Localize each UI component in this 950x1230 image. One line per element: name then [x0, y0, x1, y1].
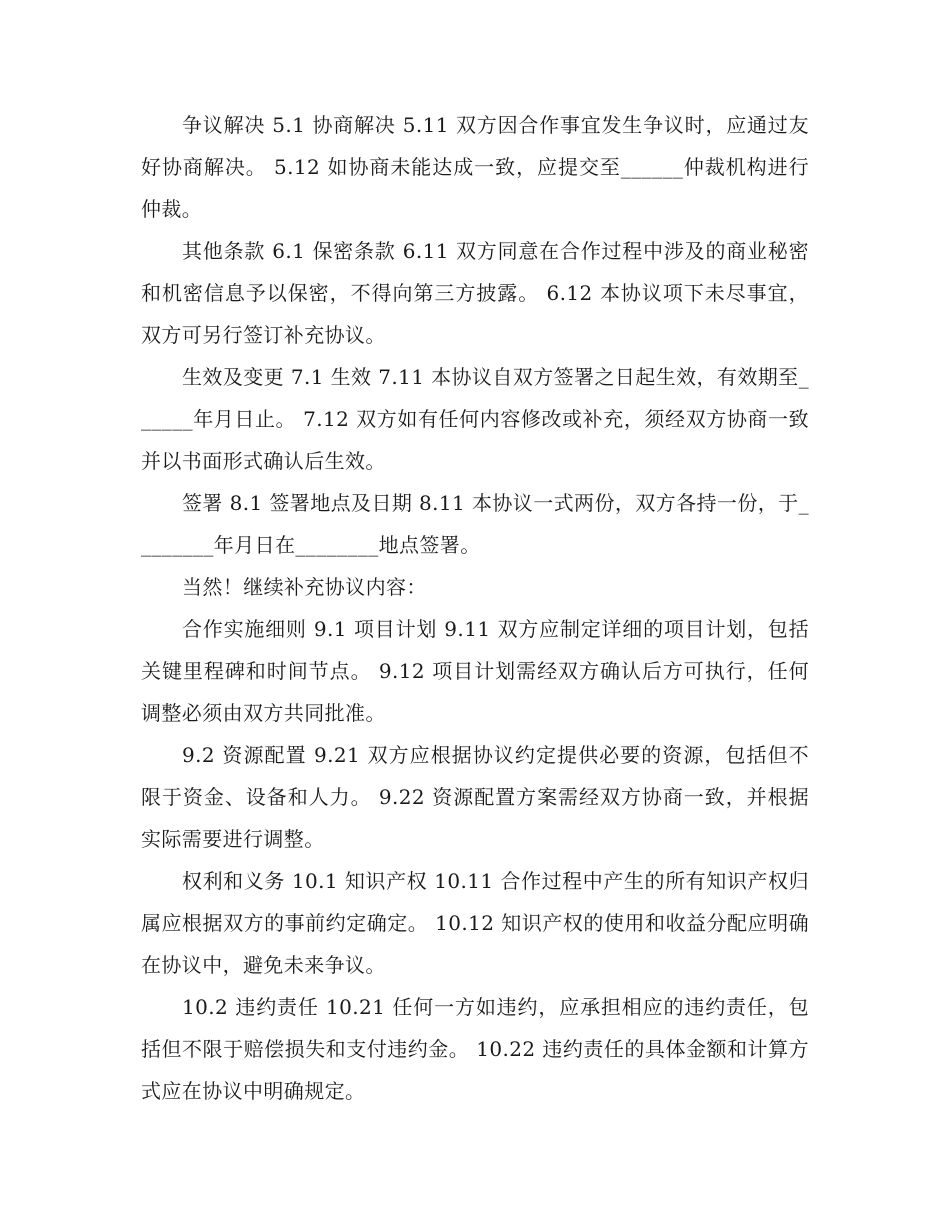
paragraph-signing: 签署 8.1 签署地点及日期 8.11 本协议一式两份，双方各持一份，于________年月日在________地点签署。 — [141, 491, 809, 557]
document-body — [141, 104, 809, 1112]
paragraph-breach-liability: 10.2 违约责任 10.21 任何一方如违约，应承担相应的违约责任，包括但不限于赔偿损失和支付违约金。 10.22 违约责任的具体金额和计算方式应在协议中明确规定。 — [141, 995, 809, 1103]
paragraph-other-terms: 其他条款 6.1 保密条款 6.11 双方同意在合作过程中涉及的商业秘密和机密信息予以保密，不得向第三方披露。 6.12 本协议项下未尽事宜，双方可另行签订补充协议。 — [141, 239, 809, 347]
paragraph-continuation-note: 当然！继续补充协议内容： — [182, 575, 427, 599]
paragraph-resource-allocation: 9.2 资源配置 9.21 双方应根据协议约定提供必要的资源，包括但不限于资金、设备和人力。 9.22 资源配置方案需经双方协商一致，并根据实际需要进行调整。 — [141, 743, 809, 851]
paragraph-intellectual-property: 权利和义务 10.1 知识产权 10.11 合作过程中产生的所有知识产权归属应根据双方的事前约定确定。 10.12 知识产权的使用和收益分配应明确在协议中，避免未来争议。 — [141, 869, 809, 977]
paragraph-effectiveness-changes: 生效及变更 7.1 生效 7.11 本协议自双方签署之日起生效，有效期至______年月日止。 7.12 双方如有任何内容修改或补充，须经双方协商一致并以书面形式确认后生效。 — [141, 365, 809, 473]
paragraph-dispute-resolution: 争议解决 5.1 协商解决 5.11 双方因合作事宜发生争议时，应通过友好协商解决。 5.12 如协商未能达成一致，应提交至______仲裁机构进行仲裁。 — [141, 113, 809, 221]
paragraph-implementation-plan: 合作实施细则 9.1 项目计划 9.11 双方应制定详细的项目计划，包括关键里程碑和时间节点。 9.12 项目计划需经双方确认后方可执行，任何调整必须由双方共同批准。 — [141, 617, 809, 725]
